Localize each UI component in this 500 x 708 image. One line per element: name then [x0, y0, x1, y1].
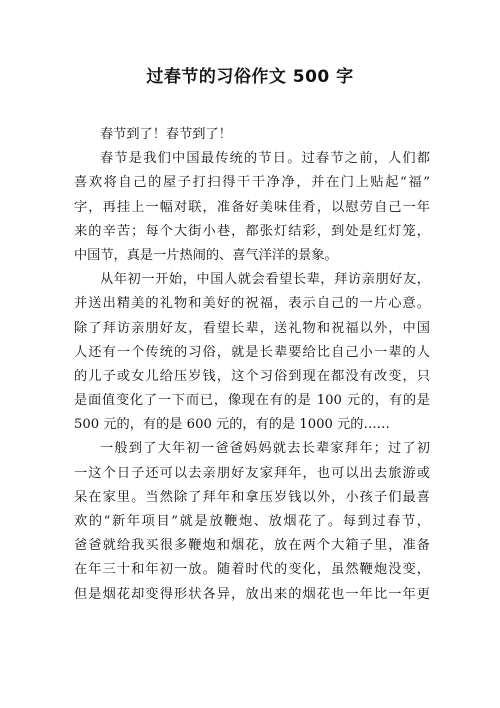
text-line: 春节是我们中国最传统的节日。过春节之前，人们都 [100, 151, 430, 167]
text-line: 的儿子或女儿给压岁钱，这个习俗到现在都没有改变，只 [74, 368, 430, 384]
text-line: 呆在家里。当然除了拜年和拿压岁钱以外，小孩子们最喜 [74, 489, 430, 505]
text-line: 从年初一开始，中国人就会看望长辈，拜访亲朋好友， [100, 272, 430, 288]
text-line: 来的辛苦；每个大街小巷，都张灯结彩，到处是红灯笼， [74, 223, 430, 239]
text-line: 但是烟花却变得形状各异，放出来的烟花也一年比一年更 [74, 586, 430, 602]
text-line: 并送出精美的礼物和美好的祝福，表示自己的一片心意。 [74, 296, 430, 312]
text-line: 500 元的，有的是 600 元的，有的是 1000 元的…… [74, 417, 390, 433]
text-line: 欢的“新年项目”就是放鞭炮、放烟花了。每到过春节， [74, 514, 430, 529]
text-line: 一这个日子还可以去亲朋好友家拜年，也可以出去旅游或 [74, 465, 430, 481]
text-line: 在年三十和年初一放。随着时代的变化，虽然鞭炮没变， [74, 562, 430, 578]
text-line: 一般到了大年初一爸爸妈妈就去长辈家拜年；过了初 [100, 441, 430, 457]
text-line: 是面值变化了一下而已，像现在有的是 100 元的，有的是 [74, 393, 430, 409]
text-line: 字，再挂上一幅对联，准备好美味佳肴，以慰劳自己一年 [74, 199, 430, 215]
text-line: 爸爸就给我买很多鞭炮和烟花，放在两个大箱子里，准备 [74, 538, 430, 554]
text-line: 除了拜访亲朋好友，看望长辈，送礼物和祝福以外，中国 [74, 320, 430, 336]
text-line: 春节到了！春节到了！ [100, 127, 232, 142]
document-title: 过春节的习俗作文 500 字 [146, 67, 354, 87]
document-body [74, 123, 430, 607]
text-line: 人还有一个传统的习俗，就是长辈要给比自己小一辈的人 [74, 344, 430, 360]
text-line: 喜欢将自己的屋子打扫得干干净净，并在门上贴起“福” [74, 175, 430, 191]
text-line: 中国节，真是一片热闹的、喜气洋洋的景象。 [74, 247, 338, 263]
